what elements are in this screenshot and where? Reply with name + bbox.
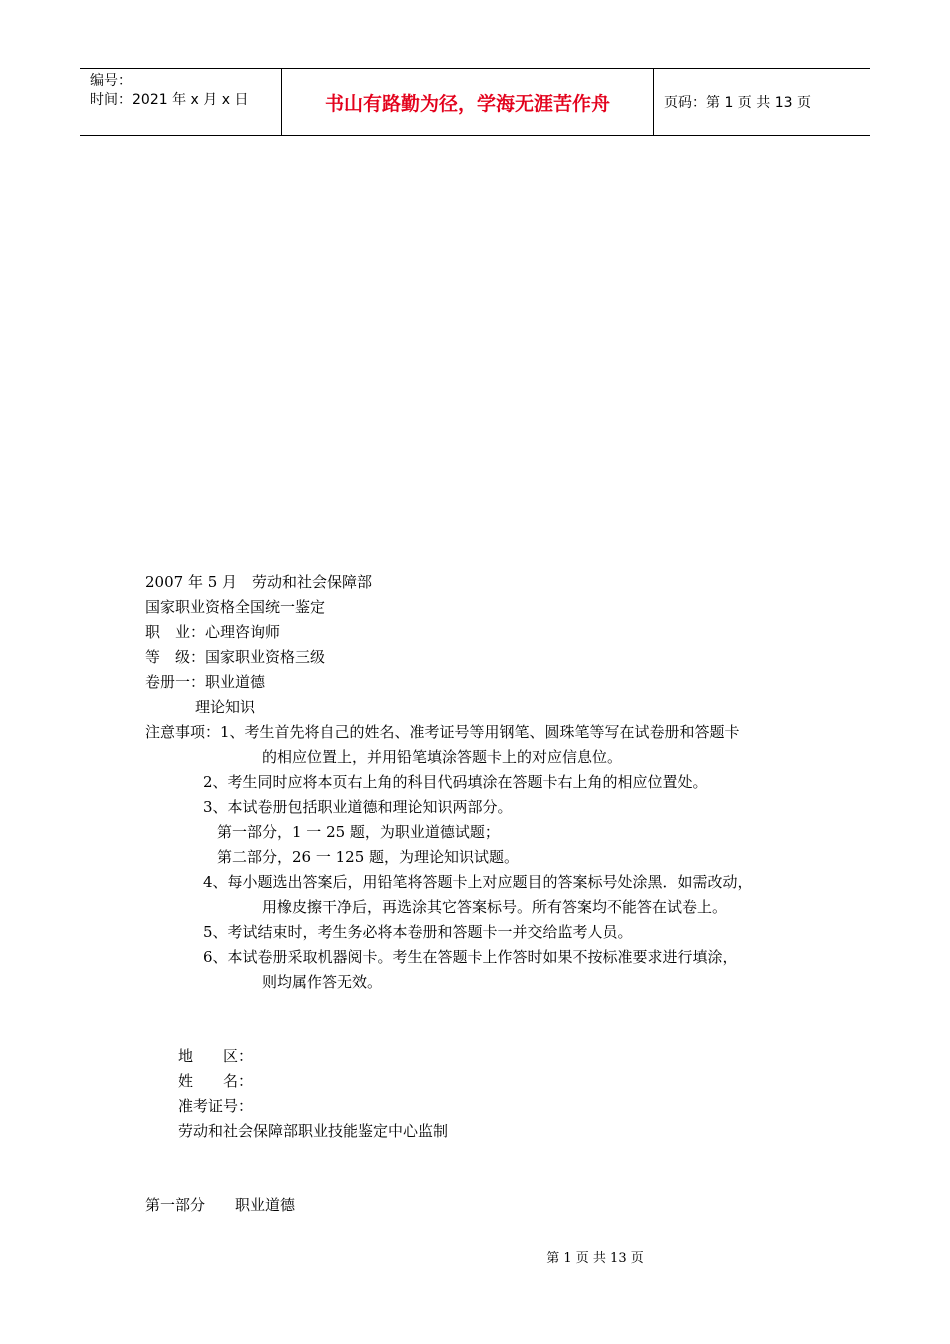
region-field: 地 区： (178, 1047, 254, 1065)
document-time-label: 时间：2021 年 x 月 x 日 (90, 92, 249, 108)
header-meta (80, 69, 282, 135)
note-line: 注意事项：1、考生首先将自己的姓名、准考证号等用钢笔、圆珠笔等写在试卷册和答题卡 (145, 723, 740, 741)
note-line: 4、每小题选出答案后，用铅笔将答题卡上对应题目的答案标号处涂黑．如需改动， (203, 873, 753, 891)
page-header (80, 68, 870, 136)
note-line: 5、考试结束时，考生务必将本卷册和答题卡一并交给监考人员。 (203, 923, 633, 941)
section-title: 第一部分 职业道德 (145, 1196, 296, 1214)
page-footer: 第 1 页 共 13 页 (546, 1251, 644, 1266)
header-motto: 书山有路勤为径，学海无涯苦作舟 (282, 69, 654, 135)
note-line: 3、本试卷册包括职业道德和理论知识两部分。 (203, 798, 513, 816)
volume-line: 卷册一：职业道德 (145, 673, 266, 691)
note-line: 2、考生同时应将本页右上角的科目代码填涂在答题卡右上角的相应位置处。 (203, 773, 708, 791)
document-number-label: 编号： (90, 73, 132, 89)
profession-line: 职 业：心理咨询师 (145, 623, 281, 641)
note-line: 6、本试卷册采取机器阅卡。考生在答题卡上作答时如果不按标准要求进行填涂， (203, 948, 738, 966)
header-page-info: 页码：第 1 页 共 13 页 (664, 95, 811, 111)
note-line: 则均属作答无效。 (262, 973, 383, 991)
note-line: 用橡皮擦干净后，再选涂其它答案标号。所有答案均不能答在试卷上。 (262, 898, 728, 916)
exam-name: 国家职业资格全国统一鉴定 (145, 598, 326, 616)
name-field: 姓 名： (178, 1072, 254, 1090)
level-line: 等 级：国家职业资格三级 (145, 648, 326, 666)
ticket-field: 准考证号： (178, 1097, 254, 1115)
supervisor-line: 劳动和社会保障部职业技能鉴定中心监制 (178, 1122, 449, 1140)
note-line: 第一部分，1 一 25 题，为职业道德试题； (217, 823, 500, 841)
date-line: 2007 年 5 月 劳动和社会保障部 (145, 573, 373, 591)
note-line: 的相应位置上，并用铅笔填涂答题卡上的对应信息位。 (262, 748, 623, 766)
volume-subtitle: 理论知识 (195, 698, 256, 716)
note-line: 第二部分，26 一 125 题，为理论知识试题。 (217, 848, 520, 866)
